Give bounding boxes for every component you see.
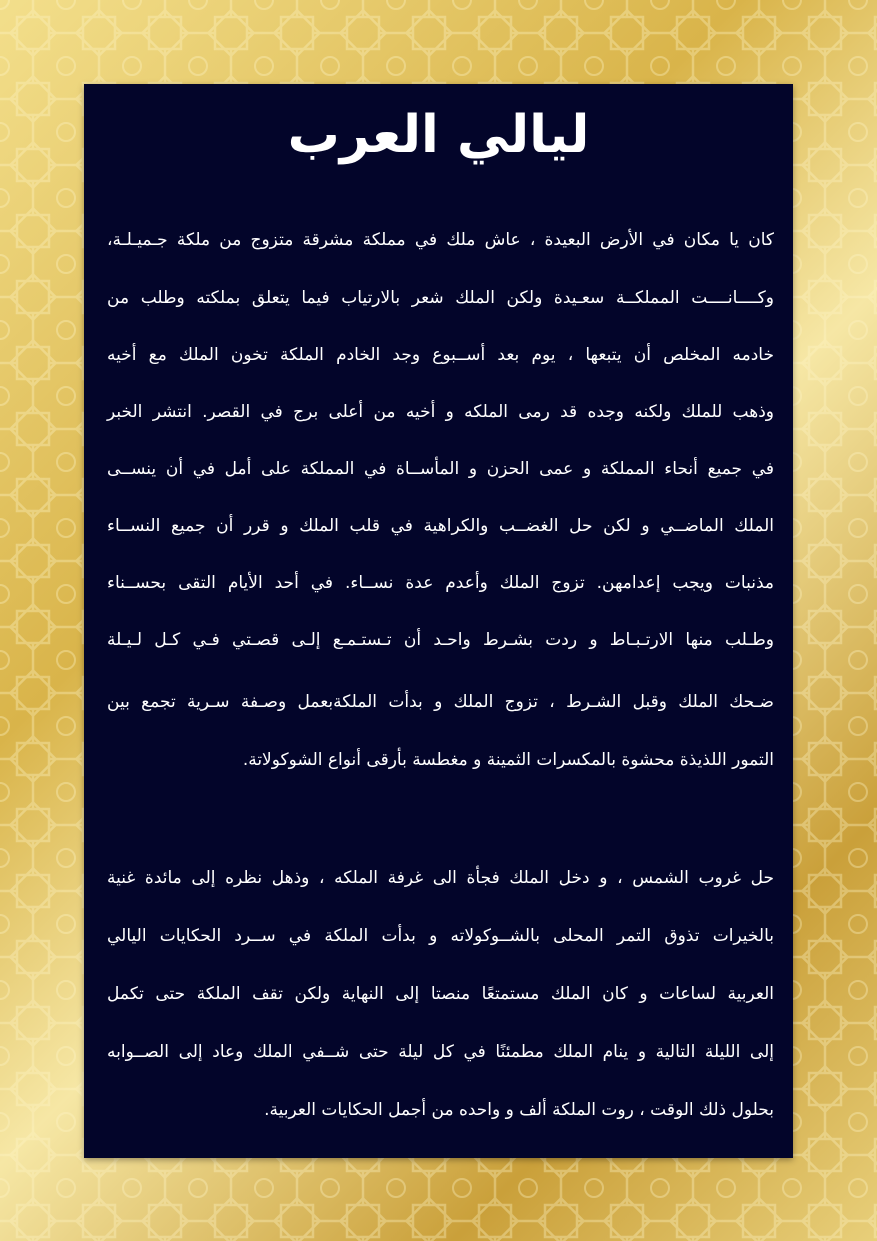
paragraph-line: ضـحك الملك وقبل الشـرط ، تزوج الملك و بدأت الملكةبعمل وصـفة سـرية تجمع بين [107, 692, 774, 712]
paragraph-line: مذنبات ويجب إعدامهن. تزوج الملك وأعدم عدة نســاء. في أحد الأيام التقى بحســناء [107, 573, 774, 593]
paragraph-line: في جميع أنحاء المملكة و عمى الحزن و المأســاة في المملكة على أمل في أن ينســى [107, 459, 774, 479]
paragraph-line: حل غروب الشمس ، و دخل الملك فجأة الى غرفة الملكه ، وذهل نظره إلى مائدة غنية [107, 868, 774, 888]
paragraph-line: خادمه المخلص أن يتبعها ، يوم بعد أســبوع وجد الخادم الملكة تخون الملك مع أخيه [107, 345, 774, 365]
paragraph-line: وذهب للملك ولكنه وجده قد رمى الملكه و أخيه من أعلى برج في القصر. انتشر الخبر [107, 402, 774, 422]
paragraph-line: الملك الماضــي و لكن حل الغضــب والكراهية في قلب الملك و قرر أن جميع النســاء [107, 516, 774, 536]
paragraph-line: كان يا مكان في الأرض البعيدة ، عاش ملك في مملكة مشرقة متزوج من ملكة جـميـلـة، [107, 230, 774, 250]
paragraph-line: إلى الليلة التالية و ينام الملك مطمئنًا في كل ليلة حتى شــفي الملك وعاد إلى الصــوابه [107, 1042, 774, 1062]
paragraph-line: العربية لساعات و كان الملك مستمتعًا منصتا إلى النهاية ولكن تقف الملكة حتى تكمل [107, 984, 774, 1004]
paragraph-line: وطـلب منها الارتـبـاط و ردت بشـرط واحـد أن تـستـمـع إلـى قصـتي فـي كـل لـيـلة [107, 630, 774, 650]
paragraph-line: بالخيرات تذوق التمر المحلى بالشــوكولاته و بدأت الملكة في ســرد الحكايات اليالي [107, 926, 774, 946]
paragraph-line: التمور اللذيذة محشوة بالمكسرات الثمينة و مغطسة بأرقى أنواع الشوكولاتة. [242, 750, 774, 770]
story-title: ليالي العرب [287, 105, 590, 165]
paragraph-line: وكــــانــــت المملكــة سعـيدة ولكن الملك شعر بالارتياب فيما يتعلق بملكته وطلب من [107, 288, 774, 308]
paragraph-line: بحلول ذلك الوقت ، روت الملكة ألف و واحده من أجمل الحكايات العربية. [264, 1100, 774, 1120]
